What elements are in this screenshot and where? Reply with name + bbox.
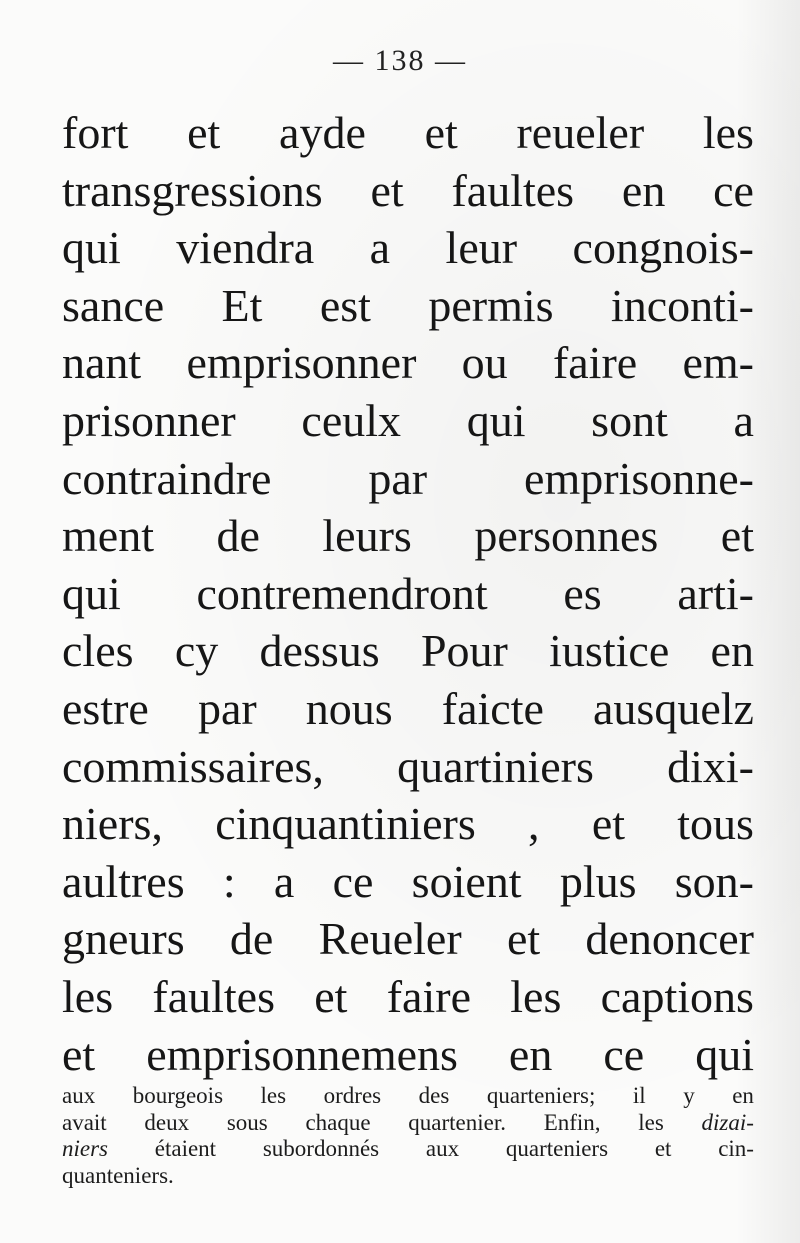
word: Reueler (318, 913, 462, 965)
word: cin- (718, 1136, 754, 1161)
word: a (733, 394, 754, 446)
word: transgressions (62, 164, 323, 216)
word: il (632, 1083, 646, 1108)
word: quartenier. (408, 1109, 506, 1135)
word: dessus (259, 625, 380, 677)
word: qui (695, 1028, 754, 1080)
word: sous (226, 1109, 268, 1135)
word: reueler (516, 107, 645, 158)
word: deux (144, 1109, 190, 1135)
word: des (418, 1083, 450, 1108)
text-line (62, 680, 754, 738)
word: et (424, 107, 458, 158)
word: les (702, 107, 754, 158)
word: qui (62, 567, 121, 619)
word: cy (174, 625, 219, 677)
italic-word: niers (62, 1136, 108, 1161)
word: permis (428, 279, 554, 331)
word: ordres (323, 1083, 382, 1108)
word: captions (600, 970, 754, 1022)
word: et (62, 1028, 96, 1080)
word: quarteniers; (486, 1083, 596, 1108)
word: et (720, 510, 754, 562)
word: aux (425, 1136, 460, 1161)
text-line (62, 104, 754, 162)
text-line (62, 334, 754, 392)
word: de (229, 913, 274, 965)
word: congnois- (572, 222, 754, 274)
word: ment (62, 510, 154, 562)
word: ce (332, 855, 374, 907)
word: quarteniers (505, 1136, 609, 1161)
word: ausquelz (593, 682, 754, 734)
word: denoncer (585, 913, 754, 965)
word: et (506, 913, 541, 965)
word: aux (62, 1083, 96, 1108)
word: cinquantiniers (215, 798, 476, 850)
word: prisonner (62, 394, 236, 446)
word: contremendront (196, 567, 488, 619)
word: nous (305, 682, 393, 734)
word: ayde (279, 107, 366, 158)
word: emprisonner (186, 337, 417, 389)
word: étaient (154, 1136, 217, 1161)
word: ou (461, 337, 508, 389)
word: avait (62, 1109, 107, 1135)
word: en (710, 625, 754, 677)
word: faire (552, 337, 638, 389)
text-line (62, 162, 754, 220)
word: en (732, 1083, 754, 1108)
word: plus (559, 855, 637, 907)
word: dixi- (667, 740, 754, 792)
word: niers, (62, 798, 163, 850)
word: em- (682, 337, 754, 389)
word: en (508, 1028, 553, 1080)
word: les (638, 1109, 664, 1135)
word: aultres (62, 855, 185, 907)
word: chaque (305, 1109, 371, 1135)
word: personnes (474, 510, 659, 562)
word: subordonnés (262, 1136, 380, 1161)
word: commissaires, (62, 740, 324, 792)
word: les (510, 970, 562, 1022)
word: : (222, 855, 236, 907)
footnote-line-4-text: quanteniers. (62, 1162, 174, 1188)
word: iustice (549, 625, 670, 677)
word: en (621, 164, 666, 216)
word: tous (677, 798, 754, 850)
word: est (319, 279, 371, 331)
word: par (368, 452, 428, 504)
word: cles (62, 625, 134, 677)
footnote-line-3 (62, 1136, 754, 1163)
word: gneurs (62, 913, 185, 965)
word: faicte (441, 682, 544, 734)
text-line (62, 392, 754, 450)
word: viendra (176, 222, 315, 274)
text-line (62, 277, 754, 335)
word: qui (62, 222, 121, 274)
word: Pour (420, 625, 508, 677)
italic-word: dizai- (701, 1109, 754, 1135)
word: fort (62, 107, 129, 158)
word: leur (445, 222, 518, 274)
word: emprisonnemens (146, 1028, 458, 1080)
footnote-line-2 (62, 1110, 754, 1137)
text-line (62, 968, 754, 1026)
word: arti- (677, 567, 754, 619)
word: ce (713, 164, 754, 216)
word: et (654, 1136, 672, 1161)
word: es (563, 567, 602, 619)
word: inconti- (610, 279, 754, 331)
word: par (197, 682, 257, 734)
word: et (314, 970, 348, 1022)
word: Enfin, (543, 1109, 601, 1135)
word: y (683, 1083, 695, 1108)
word: ce (603, 1028, 645, 1080)
word: , (528, 798, 540, 850)
word: emprisonne- (524, 452, 754, 504)
text-line (62, 853, 754, 911)
text-line (62, 1026, 754, 1084)
word: a (273, 855, 295, 907)
footnote-line-4 (62, 1163, 754, 1190)
text-line (62, 507, 754, 565)
text-line (62, 738, 754, 796)
word: estre (62, 682, 149, 734)
word: leurs (322, 510, 412, 562)
word: les (62, 970, 114, 1022)
text-line (62, 565, 754, 623)
word: et (370, 164, 404, 216)
main-text (62, 104, 754, 1083)
word: nant (62, 337, 142, 389)
word: qui (466, 394, 526, 446)
text-line (62, 622, 754, 680)
word: soient (411, 855, 522, 907)
word: les (260, 1083, 287, 1108)
word: faire (386, 970, 471, 1022)
text-line (62, 450, 754, 508)
word: faultes (451, 164, 575, 216)
word: et (591, 798, 626, 850)
page-number: — 138 — (333, 44, 467, 77)
word: sance (62, 279, 165, 331)
word: Et (221, 279, 263, 331)
word: sont (591, 394, 668, 446)
word: faultes (152, 970, 275, 1022)
text-line (62, 219, 754, 277)
word: bourgeois (132, 1083, 224, 1108)
footnote (62, 1083, 754, 1189)
word: contraindre (62, 452, 272, 504)
word: son- (674, 855, 754, 907)
word: ceulx (301, 394, 402, 446)
word: de (216, 510, 260, 562)
footnote-line-1 (62, 1083, 754, 1110)
word: quartiniers (397, 740, 594, 792)
text-line (62, 795, 754, 853)
text-line (62, 910, 754, 968)
word: a (369, 222, 391, 274)
word: et (187, 107, 221, 158)
